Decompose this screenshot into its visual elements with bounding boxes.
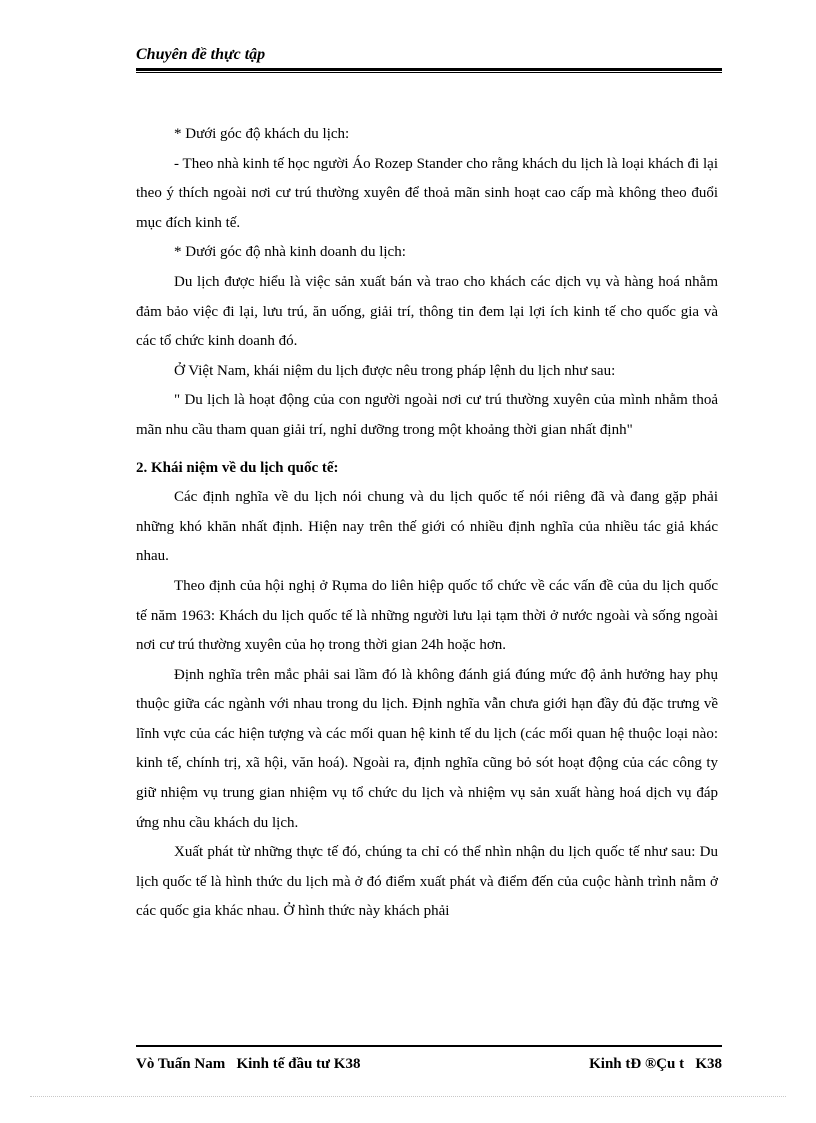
paragraph: - Theo nhà kinh tế học người Áo Rozep Stander cho rằng khách du lịch là loại khách đi lại theo ý thích ngoài nơi cư trú thường xuyên để thoả mãn sinh hoạt cao cấp mà không theo đuổi mục đích kinh tế. bbox=[136, 155, 718, 231]
paragraph: Định nghĩa trên mắc phải sai lầm đó là không đánh giá đúng mức độ ảnh hưởng hay phụ thuộc giữa các ngành với nhau trong du lịch. Định nghĩa vẫn chưa giới hạn đầy đủ đặc trưng về lĩnh vực của các hiện tượng và các mối quan hệ kinh tế du lịch (các mối quan hệ thuộc loại nào: kinh tế, chính trị, xã hội, văn hoá). Ngoài ra, định nghĩa cũng bỏ sót hoạt động của các công ty giữ nhiệm vụ trung gian nhiệm vụ tổ chức du lịch và nhiệm vụ sản xuất hàng hoá dịch vụ đáp ứng nhu cầu khách du lịch. bbox=[136, 666, 718, 831]
paragraph: Ở Việt Nam, khái niệm du lịch được nêu trong pháp lệnh du lịch như sau: bbox=[174, 362, 616, 379]
paragraph: Theo định của hội nghị ở Rụma do liên hiệp quốc tổ chức về các vấn đề của du lịch quốc tế năm 1963: Khách du lịch quốc tế là những người lưu lại tạm thời ở nước ngoài và sống ngoài nơi cư trú thường xuyên của họ trong thời gian 24h hoặc hơn. bbox=[136, 577, 718, 654]
section-heading: 2. Khái niệm về du lịch quốc tế: bbox=[136, 459, 339, 476]
page-footer bbox=[136, 1045, 722, 1073]
header-rule-thin bbox=[136, 72, 722, 73]
paragraph: " Du lịch là hoạt động của con người ngoài nơi cư trú thường xuyên của mình nhằm thoả mãn nhu cầu tham quan giải trí, nghỉ dưỡng trong một khoảng thời gian nhất định" bbox=[136, 392, 718, 438]
document-body bbox=[136, 120, 718, 927]
page-header bbox=[136, 44, 722, 73]
footer-row bbox=[136, 1056, 722, 1073]
paragraph: Các định nghĩa về du lịch nói chung và du lịch quốc tế nói riêng đã và đang gặp phải những khó khăn nhất định. Hiện nay trên thế giới có nhiều định nghĩa của nhiều tác giả khác nhau. bbox=[136, 489, 718, 565]
paragraph: * Dưới góc độ khách du lịch: bbox=[174, 126, 350, 142]
paragraph: Xuất phát từ những thực tế đó, chúng ta chỉ có thể nhìn nhận du lịch quốc tế như sau: Du lịch quốc tế là hình thức du lịch mà ở đó điểm xuất phát và điểm đến của cuộc hành trình nằm ở các quốc gia khác nhau. Ở hình thức này khách phải bbox=[136, 844, 718, 920]
header-title: Chuyên đề thực tập bbox=[136, 46, 266, 63]
paragraph: Du lịch được hiểu là việc sản xuất bán và trao cho khách các dịch vụ và hàng hoá nhằm đảm bảo việc đi lại, lưu trú, ăn uống, giải trí, thông tin đem lại lợi ích kinh tế cho quốc gia và các tổ chức kinh doanh đó. bbox=[136, 273, 718, 350]
paragraph: * Dưới góc độ nhà kinh doanh du lịch: bbox=[174, 244, 406, 261]
page-bottom-border bbox=[30, 1096, 786, 1097]
footer-department: Kinh tÐ ®Çu t K38 bbox=[589, 1056, 722, 1072]
footer-rule bbox=[136, 1045, 722, 1047]
header-rule-thick bbox=[136, 68, 722, 71]
footer-author: Vò Tuấn Nam Kinh tế đầu tư K38 bbox=[136, 1056, 361, 1072]
